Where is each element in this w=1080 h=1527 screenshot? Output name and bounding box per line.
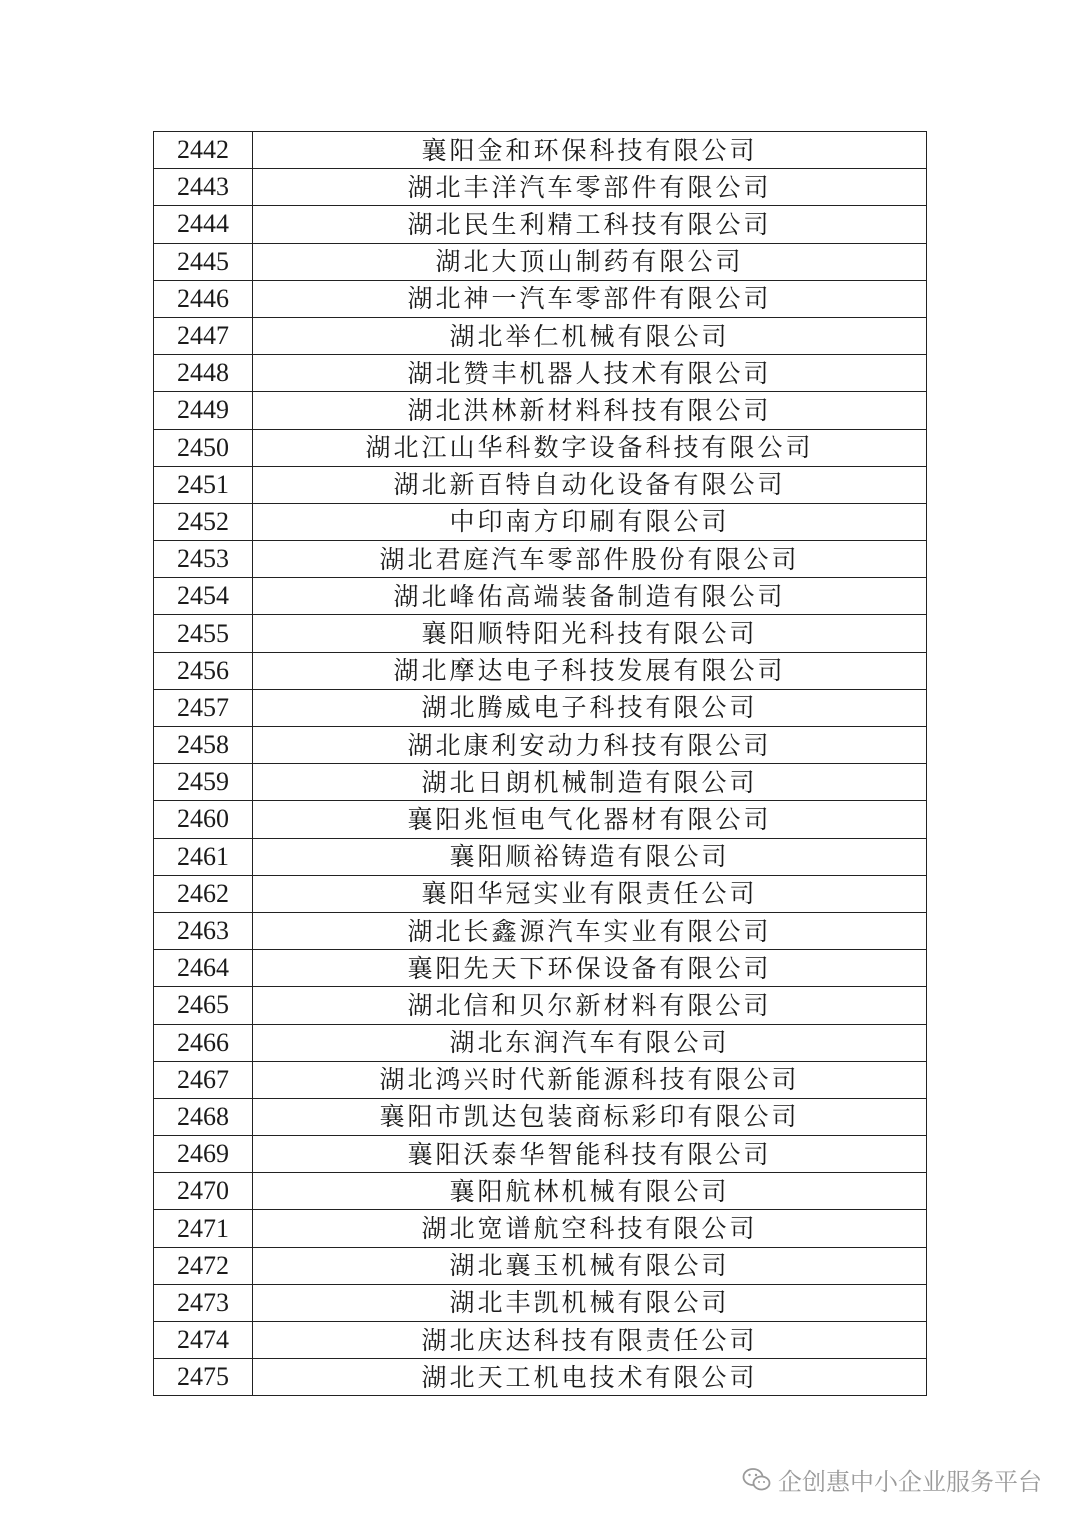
row-number: 2473	[154, 1284, 253, 1321]
table-row	[154, 1322, 927, 1359]
table-row	[154, 392, 927, 429]
row-number: 2461	[154, 838, 253, 875]
row-number: 2456	[154, 652, 253, 689]
table-row	[154, 689, 927, 726]
row-number: 2471	[154, 1210, 253, 1247]
row-number: 2451	[154, 466, 253, 503]
table-row	[154, 1061, 927, 1098]
company-name: 襄阳华冠实业有限责任公司	[253, 875, 927, 912]
row-number: 2452	[154, 503, 253, 540]
row-number: 2466	[154, 1024, 253, 1061]
table-row	[154, 243, 927, 280]
company-name: 湖北神一汽车零部件有限公司	[253, 280, 927, 317]
row-number: 2445	[154, 243, 253, 280]
row-number: 2459	[154, 764, 253, 801]
table-row	[154, 466, 927, 503]
row-number: 2467	[154, 1061, 253, 1098]
company-name: 湖北鸿兴时代新能源科技有限公司	[253, 1061, 927, 1098]
company-name: 襄阳顺裕铸造有限公司	[253, 838, 927, 875]
table-row	[154, 1247, 927, 1284]
watermark-text: 企创惠中小企业服务平台	[778, 1468, 1042, 1496]
company-name: 湖北新百特自动化设备有限公司	[253, 466, 927, 503]
table-row	[154, 838, 927, 875]
company-name: 湖北江山华科数字设备科技有限公司	[253, 429, 927, 466]
company-list-table	[153, 131, 927, 1396]
row-number: 2443	[154, 169, 253, 206]
table-row	[154, 987, 927, 1024]
row-number: 2450	[154, 429, 253, 466]
company-name: 湖北大顶山制药有限公司	[253, 243, 927, 280]
table-body	[154, 132, 927, 1396]
company-name: 湖北天工机电技术有限公司	[253, 1359, 927, 1396]
table-row	[154, 615, 927, 652]
company-name: 湖北摩达电子科技发展有限公司	[253, 652, 927, 689]
company-name: 湖北腾威电子科技有限公司	[253, 689, 927, 726]
company-name: 襄阳顺特阳光科技有限公司	[253, 615, 927, 652]
company-name: 中印南方印刷有限公司	[253, 503, 927, 540]
wechat-icon	[742, 1467, 772, 1493]
table-row	[154, 578, 927, 615]
row-number: 2472	[154, 1247, 253, 1284]
table-row	[154, 1210, 927, 1247]
table-row	[154, 652, 927, 689]
company-name: 湖北宽谱航空科技有限公司	[253, 1210, 927, 1247]
row-number: 2444	[154, 206, 253, 243]
table-row	[154, 1284, 927, 1321]
table-row	[154, 280, 927, 317]
company-name: 湖北襄玉机械有限公司	[253, 1247, 927, 1284]
table-row	[154, 206, 927, 243]
company-name: 湖北峰佑高端装备制造有限公司	[253, 578, 927, 615]
row-number: 2449	[154, 392, 253, 429]
company-name: 湖北东润汽车有限公司	[253, 1024, 927, 1061]
table-row	[154, 912, 927, 949]
company-name: 湖北洪林新材料科技有限公司	[253, 392, 927, 429]
company-name: 襄阳金和环保科技有限公司	[253, 132, 927, 169]
row-number: 2463	[154, 912, 253, 949]
company-name: 襄阳航林机械有限公司	[253, 1173, 927, 1210]
table-row	[154, 1173, 927, 1210]
row-number: 2454	[154, 578, 253, 615]
company-name: 湖北赞丰机器人技术有限公司	[253, 355, 927, 392]
row-number: 2462	[154, 875, 253, 912]
row-number: 2457	[154, 689, 253, 726]
row-number: 2465	[154, 987, 253, 1024]
row-number: 2460	[154, 801, 253, 838]
table-row	[154, 1024, 927, 1061]
company-name: 湖北信和贝尔新材料有限公司	[253, 987, 927, 1024]
company-name: 湖北日朗机械制造有限公司	[253, 764, 927, 801]
row-number: 2448	[154, 355, 253, 392]
table-row	[154, 1098, 927, 1135]
company-name: 襄阳市凯达包装商标彩印有限公司	[253, 1098, 927, 1135]
table-row	[154, 950, 927, 987]
row-number: 2458	[154, 727, 253, 764]
row-number: 2447	[154, 317, 253, 354]
watermark	[742, 1462, 1042, 1497]
table-row	[154, 429, 927, 466]
company-name: 湖北康利安动力科技有限公司	[253, 727, 927, 764]
company-name: 湖北庆达科技有限责任公司	[253, 1322, 927, 1359]
company-name: 湖北长鑫源汽车实业有限公司	[253, 912, 927, 949]
company-name: 襄阳兆恒电气化器材有限公司	[253, 801, 927, 838]
table-row	[154, 727, 927, 764]
table-row	[154, 317, 927, 354]
row-number: 2470	[154, 1173, 253, 1210]
company-name: 襄阳沃泰华智能科技有限公司	[253, 1136, 927, 1173]
company-name: 湖北民生利精工科技有限公司	[253, 206, 927, 243]
table-row	[154, 169, 927, 206]
row-number: 2475	[154, 1359, 253, 1396]
table-row	[154, 1136, 927, 1173]
table-row	[154, 875, 927, 912]
table-row	[154, 355, 927, 392]
table-row	[154, 541, 927, 578]
row-number: 2464	[154, 950, 253, 987]
row-number: 2442	[154, 132, 253, 169]
table-row	[154, 1359, 927, 1396]
row-number: 2455	[154, 615, 253, 652]
company-name: 湖北丰洋汽车零部件有限公司	[253, 169, 927, 206]
row-number: 2446	[154, 280, 253, 317]
table-row	[154, 503, 927, 540]
row-number: 2453	[154, 541, 253, 578]
company-name: 湖北丰凯机械有限公司	[253, 1284, 927, 1321]
row-number: 2474	[154, 1322, 253, 1359]
company-name: 湖北君庭汽车零部件股份有限公司	[253, 541, 927, 578]
row-number: 2469	[154, 1136, 253, 1173]
company-name: 湖北举仁机械有限公司	[253, 317, 927, 354]
company-name: 襄阳先天下环保设备有限公司	[253, 950, 927, 987]
table-row	[154, 764, 927, 801]
row-number: 2468	[154, 1098, 253, 1135]
table-row	[154, 801, 927, 838]
table-row	[154, 132, 927, 169]
